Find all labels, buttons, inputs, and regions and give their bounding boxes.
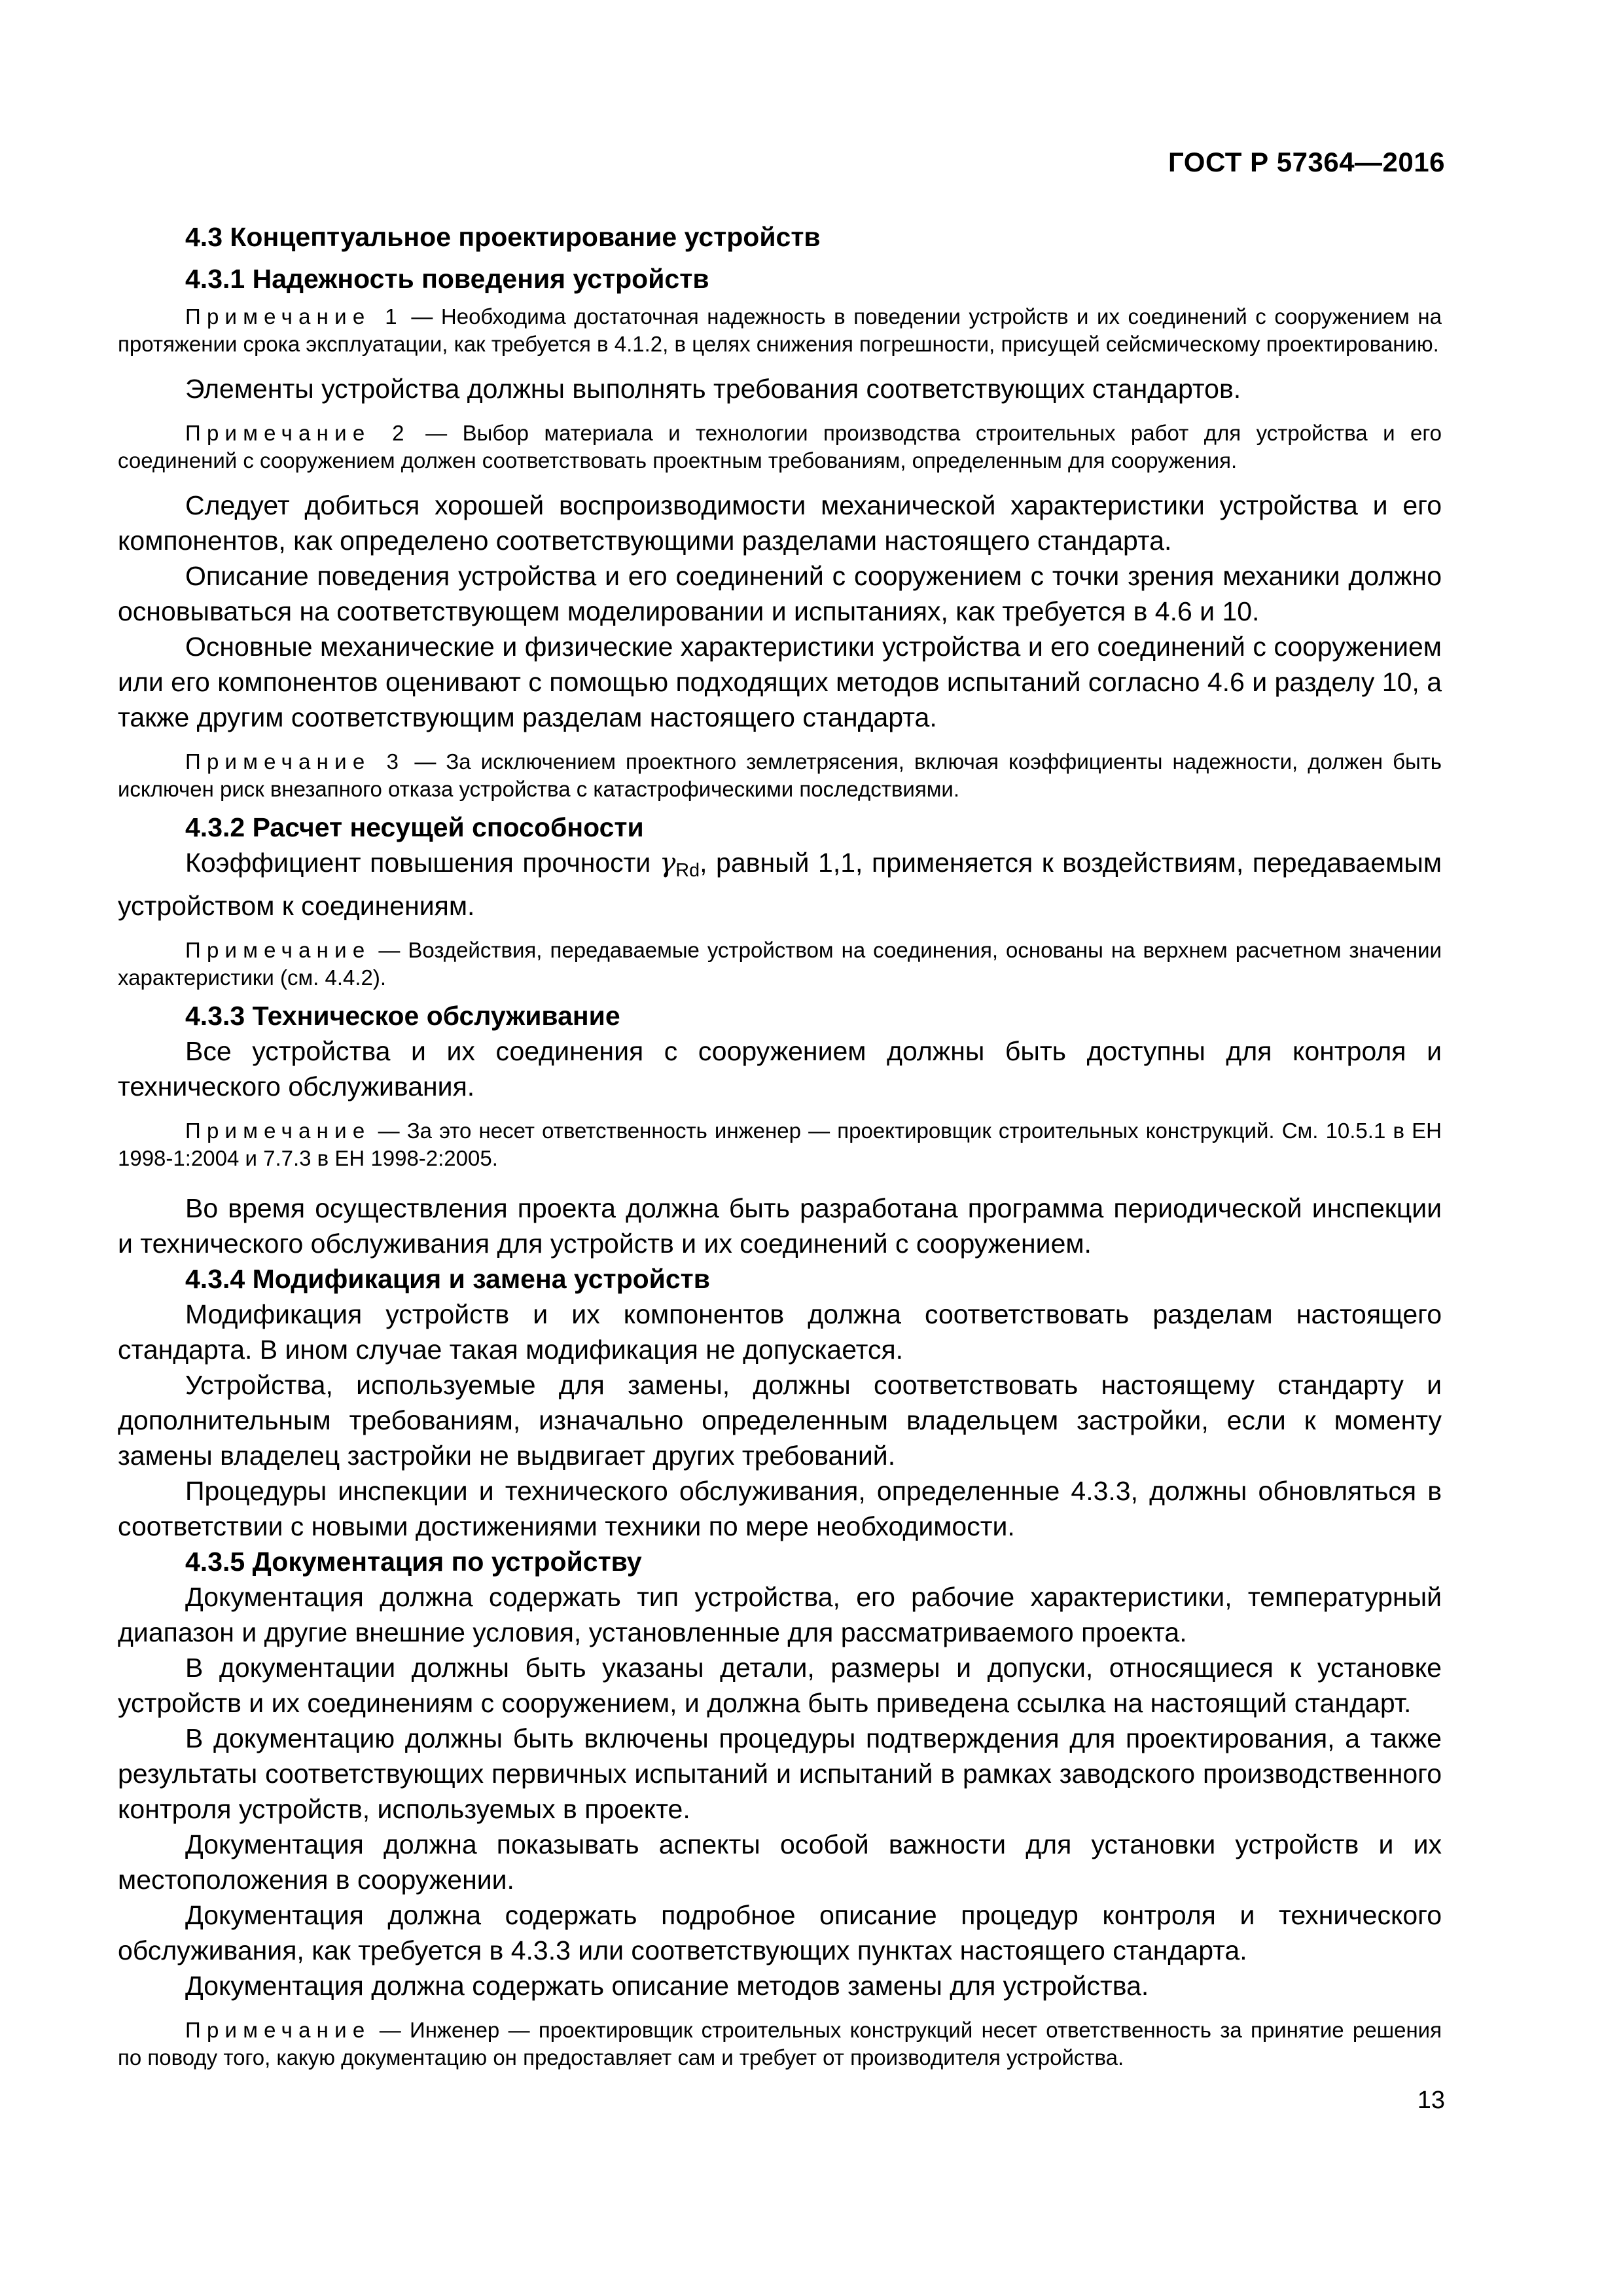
- note-label: Примечание: [185, 2018, 371, 2043]
- paragraph: Все устройства и их соединения с сооружением должны быть доступны для контроля и технического обслуживания.: [118, 1036, 1442, 1102]
- note-label: Примечание 3: [185, 749, 405, 774]
- note-4-3-2: [118, 937, 1442, 992]
- paragraph: Следует добиться хорошей воспроизводимости механической характеристики устройства и его компонентов, как определено соответствующими разделами настоящего стандарта.: [118, 490, 1442, 556]
- paragraph-gamma: [118, 845, 1442, 924]
- paragraph: Элементы устройства должны выполнять требования соответствующих стандартов.: [185, 374, 1241, 404]
- section-4-3-4-title: 4.3.4 Модификация и замена устройств: [185, 1264, 710, 1295]
- document-id: ГОСТ Р 57364—2016: [1168, 147, 1445, 177]
- note-label: Примечание: [185, 938, 371, 963]
- paragraph: В документации должны быть указаны детали, размеры и допуски, относящиеся к установке устройств и их соединениям с сооружением, и должна быть приведена ссылка на настоящий стандарт.: [118, 1653, 1442, 1719]
- section-4-3-5-title: 4.3.5 Документация по устройству: [185, 1547, 642, 1577]
- page-number: 13: [1417, 2087, 1445, 2114]
- paragraph: Модификация устройств и их компонентов должна соответствовать разделам настоящего стандарта. В ином случае такая модификация не допускается.: [118, 1299, 1442, 1365]
- paragraph: Документация должна содержать подробное описание процедур контроля и технического обслуживания, как требуется в 4.3.3 или соответствующих пунктах настоящего стандарта.: [118, 1900, 1442, 1966]
- paragraph: Документация должна показывать аспекты особой важности для установки устройств и их местоположения в сооружении.: [118, 1829, 1442, 1895]
- note-text: — Необходима достаточная надежность в поведении устройств и их соединений с сооружением на протяжении срока эксплуатации, как требуется в 4.1.2, в целях снижения погрешности, присущей сейсмическому проектированию.: [118, 304, 1442, 356]
- note-text: — Инженер — проектировщик строительных конструкций несет ответственность за принятие решения по поводу того, какую документацию он предоставляет сам и требует от производителя устройства.: [118, 2018, 1442, 2070]
- note-text: — За исключением проектного землетрясения, включая коэффициенты надежности, должен быть исключен риск внезапного отказа устройства с катастрофическими последствиями.: [118, 749, 1442, 801]
- section-4-3-1-title: 4.3.1 Надежность поведения устройств: [185, 264, 709, 294]
- note-4-3-5: [118, 2017, 1442, 2072]
- note-4-3-1-2: [118, 420, 1442, 475]
- paragraph: В документацию должны быть включены процедуры подтверждения для проектирования, а также результаты соответствующих первичных испытаний и испытаний в рамках заводского производственного контроля устройств, используемых в проекте.: [118, 1723, 1442, 1825]
- section-4-3-title: 4.3 Концептуальное проектирование устройств: [185, 222, 821, 252]
- note-4-3-1-3: [118, 748, 1442, 803]
- paragraph: Основные механические и физические характеристики устройства и его соединений с сооружением или его компонентов оценивают с помощью подходящих методов испытаний согласно 4.6 и разделу 10, а также другим соответствующим разделам настоящего стандарта.: [118, 632, 1442, 732]
- section-4-3-2-title: 4.3.2 Расчет несущей способности: [185, 812, 644, 842]
- section-4-3-3-title: 4.3.3 Техническое обслуживание: [185, 1001, 620, 1031]
- paragraph: Устройства, используемые для замены, должны соответствовать настоящему стандарту и дополнительным требованиям, изначально определенным владельцем застройки, если к моменту замены владелец застройки не выдвигает других требований.: [118, 1370, 1442, 1471]
- text-before: Коэффициент повышения прочности: [185, 848, 660, 878]
- note-4-3-3: [118, 1117, 1442, 1172]
- gamma-subscript: Rd: [675, 860, 700, 882]
- note-label: Примечание 1: [185, 304, 403, 329]
- note-4-3-1-1: [118, 303, 1442, 358]
- note-text: — За это несет ответственность инженер — проектировщик строительных конструкций. См. 10.5.1 в ЕН 1998-1:2004 и 7.7.3 в ЕН 1998-2:2005.: [118, 1119, 1442, 1171]
- note-label: Примечание: [185, 1119, 371, 1143]
- note-label: Примечание 2: [185, 421, 410, 445]
- paragraph: Процедуры инспекции и технического обслуживания, определенные 4.3.3, должны обновляться в соответствии с новыми достижениями техники по мере необходимости.: [118, 1476, 1442, 1542]
- page-content: [118, 219, 1442, 2072]
- gamma-symbol: γ: [659, 847, 676, 878]
- paragraph: Документация должна содержать описание методов замены для устройства.: [185, 1971, 1149, 2001]
- paragraph: Описание поведения устройства и его соединений с сооружением с точки зрения механики должно основываться на соответствующем моделировании и испытаниях, как требуется в 4.6 и 10.: [118, 561, 1442, 626]
- note-text: — Воздействия, передаваемые устройством на соединения, основаны на верхнем расчетном значении характеристики (см. 4.4.2).: [118, 938, 1442, 990]
- paragraph: Во время осуществления проекта должна быть разработана программа периодической инспекции и технического обслуживания для устройств и их соединений с сооружением.: [118, 1193, 1442, 1259]
- note-text: — Выбор материала и технологии производства строительных работ для устройства и его соединений с сооружением должен соответствовать проектным требованиям, определенным для сооружения.: [118, 421, 1442, 473]
- text-after: , равный 1,1, применяется к воздействиям, передаваемым устройством к соединениям.: [118, 848, 1442, 922]
- paragraph: Документация должна содержать тип устройства, его рабочие характеристики, температурный диапазон и другие внешние условия, установленные для рассматриваемого проекта.: [118, 1582, 1442, 1648]
